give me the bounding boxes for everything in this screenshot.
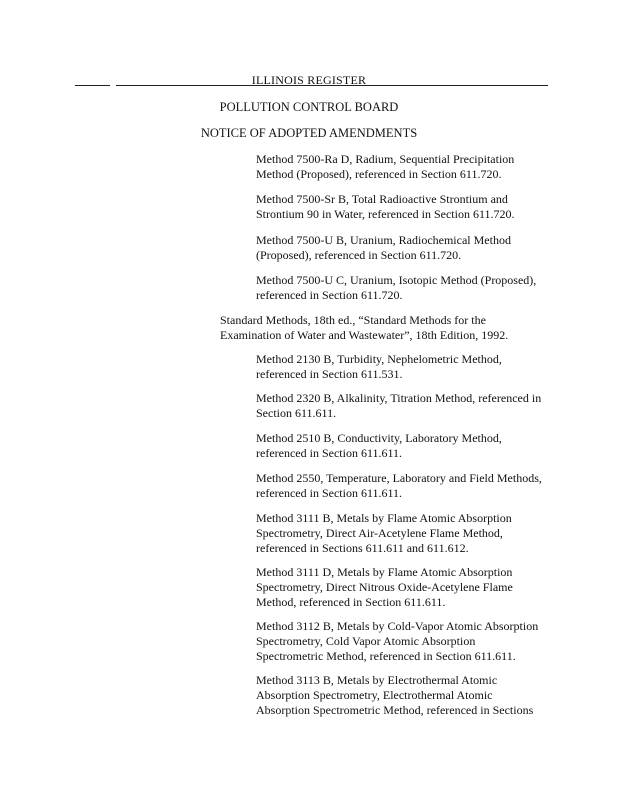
entry-line: Strontium 90 in Water, referenced in Section 611.720. [256, 207, 515, 221]
entry-line: referenced in Section 611.720. [256, 288, 403, 302]
method-entry-7500-sr-b [256, 192, 515, 222]
entry-line: Absorption Spectrometric Method, referenced in Sections [256, 703, 534, 717]
entry-line: Method 3112 B, Metals by Cold-Vapor Atomic Absorption [256, 619, 539, 633]
method-entry-3112-b [256, 619, 538, 664]
entry-line: Method 2550, Temperature, Laboratory and Field Methods, [256, 471, 542, 485]
entry-line: Spectrometry, Direct Nitrous Oxide-Acetylene Flame [256, 580, 513, 594]
entry-line: Method 3113 B, Metals by Electrothermal Atomic [256, 673, 498, 687]
method-entry-3113-b [256, 673, 533, 718]
entry-line: (Proposed), referenced in Section 611.720. [256, 248, 462, 262]
method-entry-2510-b [256, 431, 502, 461]
register-title: ILLINOIS REGISTER [251, 73, 367, 87]
entry-line: referenced in Section 611.611. [256, 486, 403, 500]
entry-line: Method 2320 B, Alkalinity, Titration Method, referenced in [256, 391, 542, 405]
method-entry-7500-ra-d [256, 152, 514, 182]
method-entry-2320-b [256, 391, 541, 421]
entry-line: Method, referenced in Section 611.611. [256, 595, 446, 609]
entry-line: referenced in Section 611.531. [256, 367, 403, 381]
entry-line: Section 611.611. [256, 406, 337, 420]
entry-line: Method 7500-Sr B, Total Radioactive Strontium and [256, 192, 508, 206]
entry-line: Spectrometry, Cold Vapor Atomic Absorption [256, 634, 476, 648]
method-entry-2550 [256, 471, 542, 501]
entry-line: Method (Proposed), referenced in Section 611.720. [256, 167, 502, 181]
entry-line: Method 2130 B, Turbidity, Nephelometric Method, [256, 352, 502, 366]
entry-line: Examination of Water and Wastewater”, 18th Edition, 1992. [220, 328, 509, 342]
entry-line: Method 3111 D, Metals by Flame Atomic Absorption [256, 565, 513, 579]
method-entry-3111-b [256, 511, 512, 556]
board-title: POLLUTION CONTROL BOARD [219, 100, 399, 114]
entry-line: Method 7500-U C, Uranium, Isotopic Method (Proposed), [256, 273, 537, 287]
entry-line: Method 3111 B, Metals by Flame Atomic Absorption [256, 511, 512, 525]
entry-line: Absorption Spectrometry, Electrothermal Atomic [256, 688, 493, 702]
method-entry-2130-b [256, 352, 502, 382]
method-entry-7500-u-b [256, 233, 511, 263]
notice-title: NOTICE OF ADOPTED AMENDMENTS [200, 126, 418, 140]
entry-line: Method 2510 B, Conductivity, Laboratory Method, [256, 431, 502, 445]
entry-line: referenced in Section 611.611. [256, 446, 403, 460]
entry-line: Method 7500-Ra D, Radium, Sequential Precipitation [256, 152, 515, 166]
entry-line: Spectrometry, Direct Air-Acetylene Flame Method, [256, 526, 503, 540]
method-entry-3111-d [256, 565, 513, 610]
standard-methods-entry [220, 313, 508, 343]
entry-line: referenced in Sections 611.611 and 611.612. [256, 541, 469, 555]
entry-line: Spectrometric Method, referenced in Section 611.611. [256, 649, 516, 663]
entry-line: Standard Methods, 18th ed., “Standard Methods for the [220, 313, 486, 327]
method-entry-7500-u-c [256, 273, 536, 303]
entry-line: Method 7500-U B, Uranium, Radiochemical Method [256, 233, 511, 247]
